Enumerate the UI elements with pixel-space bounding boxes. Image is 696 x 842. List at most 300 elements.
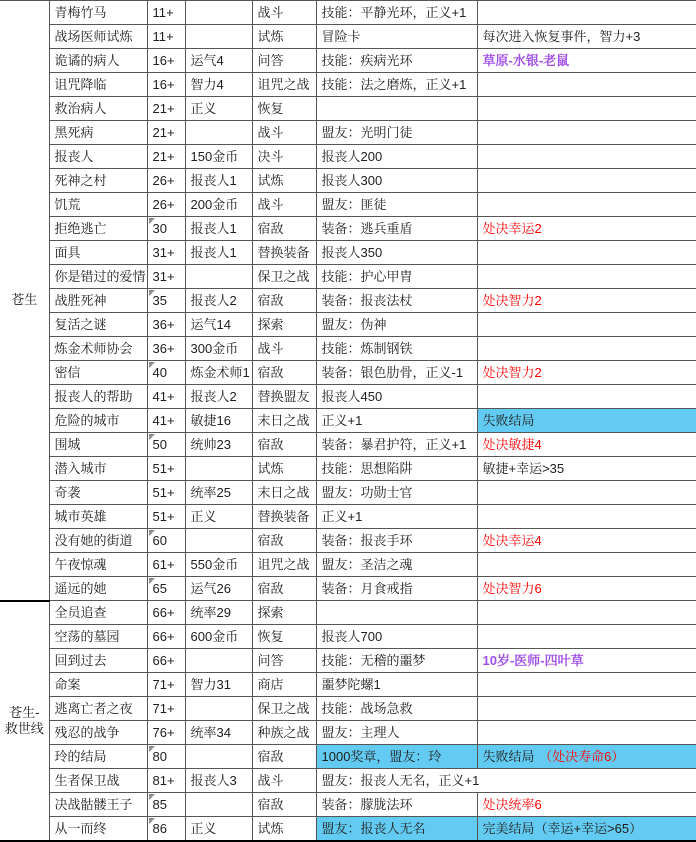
reward-cell[interactable] (316, 265, 477, 289)
level-cell[interactable] (147, 289, 185, 313)
note-cell[interactable] (477, 817, 696, 842)
level-cell[interactable] (147, 313, 185, 337)
requirement-cell[interactable] (185, 769, 252, 793)
quest-name-cell[interactable] (49, 721, 147, 745)
level-cell[interactable] (147, 577, 185, 601)
battle-type-cell[interactable] (252, 265, 316, 289)
table-row (0, 217, 696, 241)
table-row (0, 97, 696, 121)
quest-name-cell[interactable] (49, 625, 147, 649)
level-value: 40 (152, 365, 167, 380)
level-cell[interactable] (147, 793, 185, 817)
reward-cell[interactable] (316, 217, 477, 241)
battle-type-value: 战斗 (257, 773, 284, 788)
reward-cell[interactable] (316, 337, 477, 361)
requirement-cell[interactable] (185, 337, 252, 361)
level-cell[interactable] (147, 1, 185, 25)
requirement-value: 550金币 (190, 557, 239, 572)
reward-cell[interactable] (316, 385, 477, 409)
section-label-line: 苍生 (11, 292, 38, 308)
note-cell[interactable] (477, 313, 696, 337)
note-cell[interactable] (477, 169, 696, 193)
note-cell[interactable] (477, 505, 696, 529)
level-cell[interactable] (147, 553, 185, 577)
quest-name-cell[interactable] (49, 697, 147, 721)
battle-type-cell[interactable] (252, 241, 316, 265)
reward-value: 技能：无稽的噩梦 (321, 653, 426, 668)
battle-type-cell[interactable] (252, 73, 316, 97)
level-cell[interactable] (147, 769, 185, 793)
requirement-cell[interactable] (185, 313, 252, 337)
requirement-cell[interactable] (185, 793, 252, 817)
level-cell[interactable] (147, 697, 185, 721)
battle-type-value: 替换装备 (257, 509, 310, 524)
level-value: 71+ (152, 701, 175, 716)
level-cell[interactable] (147, 817, 185, 842)
battle-type-cell[interactable] (252, 313, 316, 337)
table-row (0, 1, 696, 25)
note-value: 草原-水银-老鼠 (482, 53, 570, 68)
note-cell[interactable] (477, 721, 696, 745)
note-cell[interactable] (477, 73, 696, 97)
requirement-cell[interactable] (185, 649, 252, 673)
note-cell[interactable] (477, 121, 696, 145)
table-row (0, 313, 696, 337)
reward-cell[interactable] (316, 169, 477, 193)
note-value: 完美结局（幸运+幸运>65） (482, 821, 643, 836)
reward-cell[interactable] (316, 649, 477, 673)
note-cell[interactable] (477, 193, 696, 217)
battle-type-value: 试炼 (257, 29, 284, 44)
requirement-cell[interactable] (185, 193, 252, 217)
quest-name: 拒绝逃亡 (54, 221, 107, 236)
level-cell[interactable] (147, 25, 185, 49)
battle-type-cell[interactable] (252, 577, 316, 601)
note-cell[interactable] (477, 361, 696, 385)
quest-name-cell[interactable] (49, 361, 147, 385)
reward-cell[interactable] (316, 121, 477, 145)
reward-value: 装备：报丧手环 (321, 533, 413, 548)
section-label-line: 苍生- (9, 704, 40, 720)
level-cell[interactable] (147, 745, 185, 769)
reward-cell[interactable] (316, 433, 477, 457)
cell-flag-icon (149, 794, 155, 800)
quest-name-cell[interactable] (49, 673, 147, 697)
level-cell[interactable] (147, 193, 185, 217)
requirement-cell[interactable] (185, 457, 252, 481)
quest-name-cell[interactable] (49, 769, 147, 793)
level-cell[interactable] (147, 361, 185, 385)
quest-name-cell[interactable] (49, 97, 147, 121)
note-cell[interactable] (477, 49, 696, 73)
requirement-cell[interactable] (185, 97, 252, 121)
reward-cell[interactable] (316, 721, 477, 745)
requirement-cell[interactable] (185, 553, 252, 577)
reward-value: 盟友：报丧人无名 (321, 821, 426, 836)
quest-name: 从一而终 (54, 821, 107, 836)
battle-type-value: 诅咒之战 (257, 77, 310, 92)
battle-type-cell[interactable] (252, 625, 316, 649)
table-row (0, 625, 696, 649)
note-value: 敏捷+幸运>35 (482, 461, 565, 476)
reward-cell[interactable] (316, 793, 477, 817)
reward-cell[interactable] (316, 529, 477, 553)
level-cell[interactable] (147, 409, 185, 433)
quest-name-cell[interactable] (49, 529, 147, 553)
note-value: 处决智力2 (482, 293, 542, 308)
battle-type-value: 替换装备 (257, 245, 310, 260)
requirement-cell[interactable] (185, 49, 252, 73)
requirement-cell[interactable] (185, 505, 252, 529)
battle-type-cell[interactable] (252, 745, 316, 769)
reward-cell[interactable] (316, 745, 477, 769)
level-value: 66+ (152, 629, 175, 644)
battle-type-value: 种族之战 (257, 725, 310, 740)
quest-name-cell[interactable] (49, 433, 147, 457)
battle-type-cell[interactable] (252, 649, 316, 673)
table-row (0, 721, 696, 745)
section-label[interactable] (0, 601, 49, 842)
level-cell[interactable] (147, 433, 185, 457)
battle-type-value: 宿敌 (257, 533, 284, 548)
reward-cell[interactable] (316, 817, 477, 842)
battle-type-cell[interactable] (252, 361, 316, 385)
reward-cell[interactable] (316, 673, 477, 697)
level-cell[interactable] (147, 505, 185, 529)
battle-type-cell[interactable] (252, 817, 316, 842)
level-value: 26+ (152, 173, 175, 188)
quest-name-cell[interactable] (49, 289, 147, 313)
quest-name: 城市英雄 (54, 509, 107, 524)
reward-cell[interactable] (316, 49, 477, 73)
level-cell[interactable] (147, 73, 185, 97)
battle-type-cell[interactable] (252, 337, 316, 361)
section-label-line: 救世线 (4, 720, 44, 736)
requirement-cell[interactable] (185, 169, 252, 193)
level-cell[interactable] (147, 265, 185, 289)
table-row (0, 481, 696, 505)
requirement-cell[interactable] (185, 385, 252, 409)
quest-name-cell[interactable] (49, 505, 147, 529)
requirement-cell[interactable] (185, 73, 252, 97)
note-cell[interactable] (477, 457, 696, 481)
quest-name-cell[interactable] (49, 193, 147, 217)
note-cell[interactable] (477, 577, 696, 601)
reward-cell[interactable] (316, 769, 696, 793)
level-value: 86 (152, 821, 167, 836)
requirement-cell[interactable] (185, 577, 252, 601)
level-value: 35 (152, 293, 167, 308)
quest-name-cell[interactable] (49, 385, 147, 409)
note-cell[interactable] (477, 409, 696, 433)
level-value: 80 (152, 749, 167, 764)
battle-type-cell[interactable] (252, 457, 316, 481)
level-cell[interactable] (147, 337, 185, 361)
note-cell[interactable] (477, 25, 696, 49)
requirement-cell[interactable] (185, 289, 252, 313)
reward-value: 盟友：主理人 (321, 725, 400, 740)
battle-type-value: 战斗 (257, 125, 284, 140)
reward-cell[interactable] (316, 145, 477, 169)
battle-type-cell[interactable] (252, 97, 316, 121)
battle-type-cell[interactable] (252, 481, 316, 505)
battle-type-cell[interactable] (252, 385, 316, 409)
quest-name-cell[interactable] (49, 217, 147, 241)
quest-name-cell[interactable] (49, 169, 147, 193)
level-value: 65 (152, 581, 167, 596)
quest-name-cell[interactable] (49, 601, 147, 625)
quest-name-cell[interactable] (49, 817, 147, 842)
reward-cell[interactable] (316, 457, 477, 481)
battle-type-cell[interactable] (252, 409, 316, 433)
table-row (0, 601, 696, 625)
reward-cell[interactable] (316, 553, 477, 577)
battle-type-value: 商店 (257, 677, 284, 692)
reward-cell[interactable] (316, 409, 477, 433)
requirement-cell[interactable] (185, 625, 252, 649)
level-cell[interactable] (147, 649, 185, 673)
level-value: 66+ (152, 653, 175, 668)
requirement-cell[interactable] (185, 265, 252, 289)
level-cell[interactable] (147, 481, 185, 505)
note-cell[interactable] (477, 745, 696, 769)
level-cell[interactable] (147, 625, 185, 649)
reward-cell[interactable] (316, 481, 477, 505)
quest-name: 奇袭 (54, 485, 81, 500)
requirement-cell[interactable] (185, 481, 252, 505)
battle-type-cell[interactable] (252, 217, 316, 241)
table-row (0, 793, 696, 817)
level-cell[interactable] (147, 721, 185, 745)
level-cell[interactable] (147, 673, 185, 697)
requirement-cell[interactable] (185, 121, 252, 145)
note-cell[interactable] (477, 433, 696, 457)
table-row (0, 49, 696, 73)
quest-name-cell[interactable] (49, 121, 147, 145)
note-cell[interactable] (477, 97, 696, 121)
reward-cell[interactable] (316, 577, 477, 601)
reward-value: 装备：朦胧法环 (321, 797, 413, 812)
quest-name-cell[interactable] (49, 577, 147, 601)
requirement-cell[interactable] (185, 529, 252, 553)
level-cell[interactable] (147, 601, 185, 625)
battle-type-value: 宿敌 (257, 437, 284, 452)
note-cell[interactable] (477, 529, 696, 553)
level-value: 50 (152, 437, 167, 452)
note-cell[interactable] (477, 1, 696, 25)
quest-name: 报丧人的帮助 (54, 389, 133, 404)
requirement-cell[interactable] (185, 697, 252, 721)
requirement-value: 报丧人2 (190, 389, 237, 404)
requirement-cell[interactable] (185, 1, 252, 25)
note-cell[interactable] (477, 673, 696, 697)
battle-type-value: 战斗 (257, 197, 284, 212)
table-row (0, 409, 696, 433)
battle-type-value: 宿敌 (257, 581, 284, 596)
table-row (0, 193, 696, 217)
reward-cell[interactable] (316, 505, 477, 529)
battle-type-value: 探索 (257, 605, 284, 620)
quest-name: 决战骷髅王子 (54, 797, 133, 812)
battle-type-cell[interactable] (252, 553, 316, 577)
quest-name-cell[interactable] (49, 337, 147, 361)
reward-cell[interactable] (316, 73, 477, 97)
requirement-cell[interactable] (185, 721, 252, 745)
level-value: 11+ (152, 5, 174, 20)
battle-type-cell[interactable] (252, 289, 316, 313)
reward-value: 正义+1 (321, 509, 363, 524)
battle-type-cell[interactable] (252, 673, 316, 697)
note-cell[interactable] (477, 601, 696, 625)
battle-type-value: 保卫之战 (257, 269, 310, 284)
note-value: 处决幸运4 (482, 533, 542, 548)
battle-type-cell[interactable] (252, 769, 316, 793)
reward-value: 技能：法之磨炼，正义+1 (321, 77, 467, 92)
requirement-cell[interactable] (185, 241, 252, 265)
level-value: 16+ (152, 77, 175, 92)
battle-type-cell[interactable] (252, 505, 316, 529)
reward-cell[interactable] (316, 193, 477, 217)
cell-flag-icon (149, 530, 155, 536)
level-cell[interactable] (147, 97, 185, 121)
quest-name: 你是错过的爱情 (54, 269, 146, 284)
note-cell[interactable] (477, 481, 696, 505)
quest-name-cell[interactable] (49, 25, 147, 49)
quest-name-cell[interactable] (49, 49, 147, 73)
requirement-cell[interactable] (185, 433, 252, 457)
quest-name-cell[interactable] (49, 793, 147, 817)
requirement-value: 正义 (190, 821, 217, 836)
quest-name-cell[interactable] (49, 145, 147, 169)
quest-name-cell[interactable] (49, 73, 147, 97)
table-row (0, 673, 696, 697)
note-cell[interactable] (477, 217, 696, 241)
level-cell[interactable] (147, 169, 185, 193)
quest-name-cell[interactable] (49, 553, 147, 577)
requirement-cell[interactable] (185, 361, 252, 385)
battle-type-cell[interactable] (252, 697, 316, 721)
note-cell[interactable] (477, 385, 696, 409)
reward-cell[interactable] (316, 1, 477, 25)
cell-flag-icon (149, 434, 155, 440)
note-cell[interactable] (477, 553, 696, 577)
battle-type-value: 宿敌 (257, 365, 284, 380)
reward-cell[interactable] (316, 313, 477, 337)
quest-name: 遥远的她 (54, 581, 107, 596)
note-cell[interactable] (477, 241, 696, 265)
requirement-value: 运气4 (190, 53, 224, 68)
level-cell[interactable] (147, 241, 185, 265)
requirement-cell[interactable] (185, 601, 252, 625)
section-label[interactable] (0, 1, 49, 601)
reward-cell[interactable] (316, 601, 477, 625)
requirement-cell[interactable] (185, 745, 252, 769)
quest-name: 饥荒 (54, 197, 81, 212)
battle-type-cell[interactable] (252, 793, 316, 817)
reward-cell[interactable] (316, 361, 477, 385)
quest-name: 密信 (54, 365, 81, 380)
requirement-value: 报丧人1 (190, 221, 237, 236)
level-value: 36+ (152, 341, 175, 356)
battle-type-cell[interactable] (252, 121, 316, 145)
quest-name-cell[interactable] (49, 649, 147, 673)
battle-type-cell[interactable] (252, 49, 316, 73)
battle-type-cell[interactable] (252, 145, 316, 169)
note-cell[interactable] (477, 649, 696, 673)
level-cell[interactable] (147, 49, 185, 73)
requirement-cell[interactable] (185, 673, 252, 697)
level-cell[interactable] (147, 385, 185, 409)
battle-type-value: 末日之战 (257, 413, 310, 428)
quest-name-cell[interactable] (49, 313, 147, 337)
quest-name-cell[interactable] (49, 457, 147, 481)
level-value: 51+ (152, 509, 175, 524)
quest-name: 逃离亡者之夜 (54, 701, 133, 716)
level-cell[interactable] (147, 457, 185, 481)
level-value: 36+ (152, 317, 175, 332)
quest-name-cell[interactable] (49, 241, 147, 265)
note-cell[interactable] (477, 697, 696, 721)
battle-type-value: 宿敌 (257, 749, 284, 764)
requirement-cell[interactable] (185, 409, 252, 433)
quest-name-cell[interactable] (49, 409, 147, 433)
reward-cell[interactable] (316, 289, 477, 313)
battle-type-cell[interactable] (252, 721, 316, 745)
table-row (0, 145, 696, 169)
requirement-value: 智力4 (190, 77, 224, 92)
note-cell[interactable] (477, 793, 696, 817)
table-row (0, 433, 696, 457)
quest-name-cell[interactable] (49, 745, 147, 769)
level-cell[interactable] (147, 145, 185, 169)
level-value: 51+ (152, 461, 175, 476)
level-cell[interactable] (147, 529, 185, 553)
note-cell[interactable] (477, 337, 696, 361)
reward-cell[interactable] (316, 25, 477, 49)
requirement-cell[interactable] (185, 817, 252, 842)
quest-name-cell[interactable] (49, 1, 147, 25)
reward-cell[interactable] (316, 625, 477, 649)
battle-type-value: 诅咒之战 (257, 557, 310, 572)
quest-name-cell[interactable] (49, 265, 147, 289)
note-cell[interactable] (477, 145, 696, 169)
reward-cell[interactable] (316, 241, 477, 265)
battle-type-cell[interactable] (252, 529, 316, 553)
battle-type-cell[interactable] (252, 601, 316, 625)
quest-name: 战胜死神 (54, 293, 107, 308)
battle-type-cell[interactable] (252, 193, 316, 217)
requirement-value: 600金币 (190, 629, 239, 644)
note-value: 失败结局 (482, 749, 539, 764)
requirement-value: 运气14 (190, 317, 231, 332)
level-cell[interactable] (147, 217, 185, 241)
reward-cell[interactable] (316, 97, 477, 121)
level-cell[interactable] (147, 121, 185, 145)
battle-type-cell[interactable] (252, 169, 316, 193)
requirement-cell[interactable] (185, 25, 252, 49)
reward-value: 冒险卡 (321, 29, 361, 44)
requirement-cell[interactable] (185, 217, 252, 241)
quest-name-cell[interactable] (49, 481, 147, 505)
battle-type-cell[interactable] (252, 25, 316, 49)
battle-type-cell[interactable] (252, 433, 316, 457)
note-cell[interactable] (477, 625, 696, 649)
battle-type-cell[interactable] (252, 1, 316, 25)
note-cell[interactable] (477, 289, 696, 313)
note-cell[interactable] (477, 265, 696, 289)
requirement-cell[interactable] (185, 145, 252, 169)
reward-cell[interactable] (316, 697, 477, 721)
